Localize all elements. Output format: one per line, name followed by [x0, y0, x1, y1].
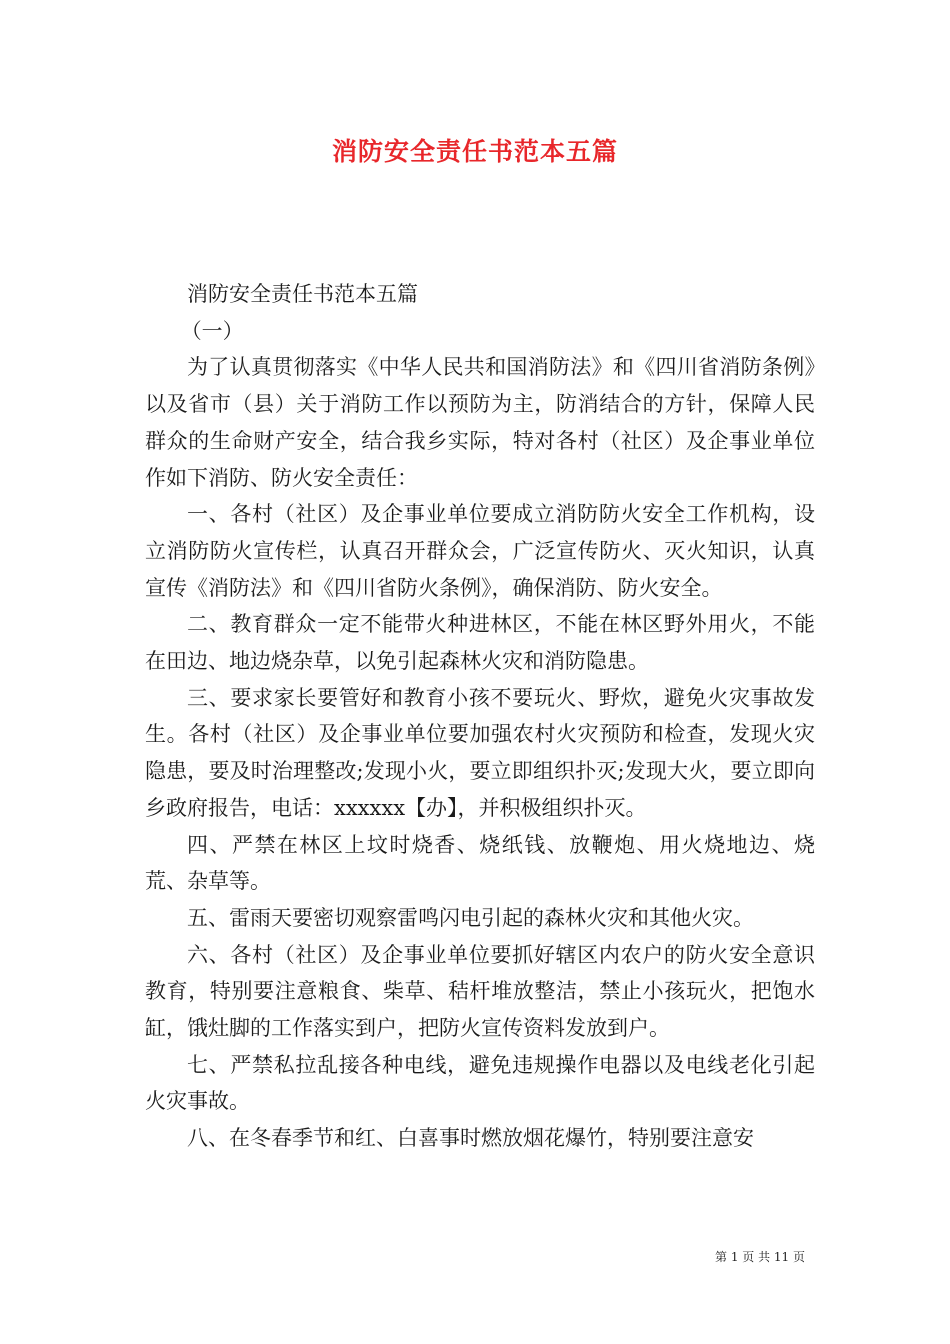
section-mark: （一）: [180, 318, 244, 343]
document-body: [145, 276, 815, 1157]
paragraph-item-6: 六、各村（社区）及企事业单位要抓好辖区内农户的防火安全意识教育，特别要注意粮食、柴草、秸杆堆放整洁，禁止小孩玩火，把饱水缸，饿灶脚的工作落实到户，把防火宣传资料发放到户。: [145, 942, 815, 1041]
page-number: 第 1 页 共 11 页: [715, 1250, 805, 1264]
paragraph-item-5: 五、雷雨天要密切观察雷鸣闪电引起的森林火灾和其他火灾。: [187, 905, 754, 930]
paragraph-item-3: 三、要求家长要管好和教育小孩不要玩火、野炊，避免火灾事故发生。各村（社区）及企事业单位要加强农村火灾预防和检查，发现火灾隐患，要及时治理整改;发现小火，要立即组织扑灭;发现大火，要立即向乡政府报告，电话：xxxxxx【办】，并积极组织扑灭。: [145, 685, 815, 820]
paragraph-item-1: 一、各村（社区）及企事业单位要成立消防防火安全工作机构，设立消防防火宣传栏，认真召开群众会，广泛宣传防火、灭火知识，认真宣传《消防法》和《四川省防火条例》，确保消防、防火安全。: [145, 502, 815, 600]
paragraph-item-4: 四、严禁在林区上坟时烧香、烧纸钱、放鞭炮、用火烧地边、烧荒、杂草等。: [145, 832, 815, 894]
paragraph-item-2: 二、教育群众一定不能带火种进林区，不能在林区野外用火，不能在田边、地边烧杂草，以免引起森林火灾和消防隐患。: [145, 612, 815, 674]
paragraph-item-8: 八、在冬春季节和红、白喜事时燃放烟花爆竹，特别要注意安: [187, 1126, 754, 1151]
paragraph-intro: 为了认真贯彻落实《中华人民共和国消防法》和《四川省消防条例》以及省市（县）关于消防工作以预防为主，防消结合的方针，保障人民群众的生命财产安全，结合我乡实际，特对各村（社区）及企事业单位作如下消防、防火安全责任：: [145, 355, 815, 490]
document-subtitle: 消防安全责任书范本五篇: [187, 282, 418, 306]
document-title: 消防安全责任书范本五篇: [331, 137, 618, 166]
paragraph-item-7: 七、严禁私拉乱接各种电线，避免违规操作电器以及电线老化引起火灾事故。: [145, 1052, 815, 1114]
